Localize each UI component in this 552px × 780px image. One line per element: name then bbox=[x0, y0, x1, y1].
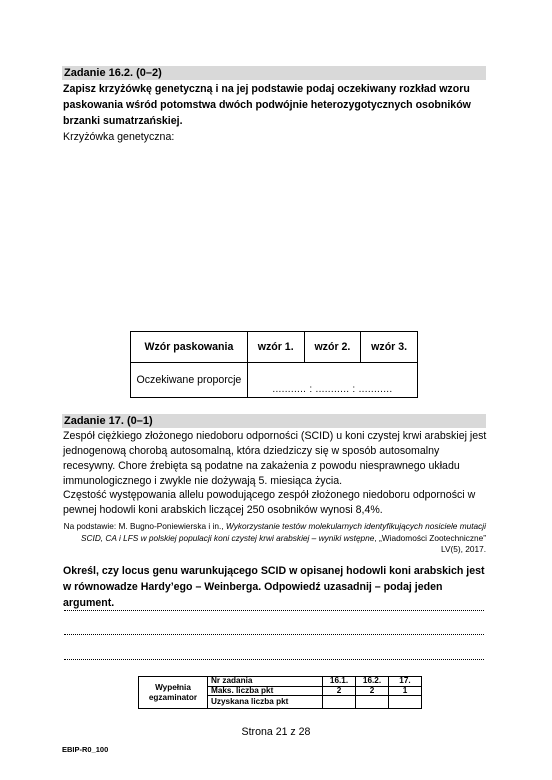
pattern-2-header: wzór 2. bbox=[304, 332, 361, 363]
page-number: Strona 21 z 28 bbox=[241, 726, 311, 738]
pattern-1-header: wzór 1. bbox=[247, 332, 304, 363]
task-17-paragraph-2: Częstość występowania allelu powodującego zespół złożonego niedoboru odporności w pewnej hodowli koni arabskich liczącej 250 osobników wynosi 8,4%. bbox=[63, 489, 476, 516]
pattern-header: Wzór paskowania bbox=[131, 332, 248, 363]
obtained-points-17[interactable] bbox=[389, 696, 422, 709]
pattern-proportion-table bbox=[130, 331, 418, 398]
task-number-label: Nr zadania bbox=[208, 677, 323, 687]
task-17-paragraph-1: Zespół ciężkiego złożonego niedoboru odporności (SCID) u koni czystej krwi arabskiej jest jednogenową chorobą autosomalną, która dziedziczy się w sposób autosomalny recesywny. Chore źrebięta są podatne na zakażenia z powodu niesprawnego układu immunologicznego i zwykle nie dożywają 5. miesiąca życia. bbox=[63, 430, 487, 487]
answer-line-1[interactable] bbox=[64, 610, 484, 611]
task-number-16-1: 16.1. bbox=[323, 677, 356, 687]
task-16-2-instruction: Zapisz krzyżówkę genetyczną i na jej podstawie podaj oczekiwany rozkład wzoru paskowania wśród potomstwa dwóch podwójnie heterozygotycznych osobników brzanki sumatrzańskiej. bbox=[63, 83, 471, 127]
expected-proportions-answer[interactable]: ........... : ........... : ........... bbox=[247, 363, 417, 398]
task-number-16-2: 16.2. bbox=[356, 677, 389, 687]
cross-label: Krzyżówka genetyczna: bbox=[63, 131, 175, 143]
pattern-3-header: wzór 3. bbox=[361, 332, 418, 363]
examiner-label: Wypełnia egzaminator bbox=[139, 677, 208, 709]
answer-line-3[interactable] bbox=[64, 659, 484, 660]
source-citation: Na podstawie: M. Bugno-Poniewierska i in., Wykorzystanie testów molekularnych identyfikujących nosiciele mutacji SCID, CA i LFS w polskiej populacji koni czystej krwi arabskiej – wyniki wstępne, „Wiadomości Zootechniczne” LV(5), 2017. bbox=[63, 521, 486, 554]
expected-proportions-label: Oczekiwane proporcje bbox=[131, 363, 248, 398]
task-17-header: Zadanie 17. (0–1) bbox=[62, 414, 486, 428]
max-points-17: 1 bbox=[389, 686, 422, 696]
task-number-17: 17. bbox=[389, 677, 422, 687]
answer-line-2[interactable] bbox=[64, 634, 484, 635]
task-17-question: Określ, czy locus genu warunkującego SCID w opisanej hodowli koni arabskich jest w równowadze Hardy’ego – Weinberga. Odpowiedź uzasadnij – podaj jeden argument. bbox=[63, 565, 485, 609]
examiner-table bbox=[138, 676, 422, 709]
exam-code: EBIP-R0_100 bbox=[62, 745, 109, 754]
task-16-2-header: Zadanie 16.2. (0–2) bbox=[62, 66, 486, 80]
max-points-16-2: 2 bbox=[356, 686, 389, 696]
max-points-16-1: 2 bbox=[323, 686, 356, 696]
obtained-points-16-1[interactable] bbox=[323, 696, 356, 709]
max-points-label: Maks. liczba pkt bbox=[208, 686, 323, 696]
obtained-points-16-2[interactable] bbox=[356, 696, 389, 709]
obtained-points-label: Uzyskana liczba pkt bbox=[208, 696, 323, 709]
